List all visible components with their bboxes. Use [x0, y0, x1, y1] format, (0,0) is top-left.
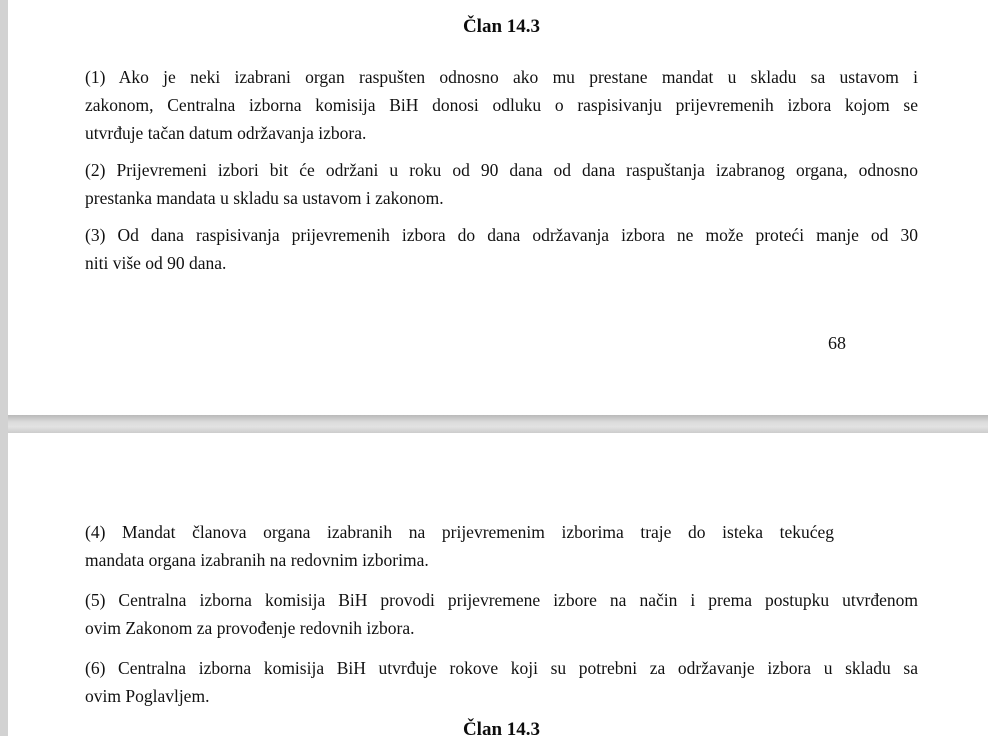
- pdf-page-2: [8, 433, 988, 736]
- paragraph: [85, 518, 834, 574]
- paragraph: [85, 63, 918, 147]
- text-line: utvrđuje tačan datum održavanja izbora.: [85, 123, 367, 143]
- text-line: ovim Zakonom za provođenje redovnih izbora.: [85, 618, 415, 638]
- article-heading: Član 14.3: [462, 16, 541, 37]
- text-line: prestanka mandata u skladu sa ustavom i zakonom.: [85, 188, 444, 208]
- text-line: (6) Centralna izborna komisija BiH utvrđuje rokove koji su potrebni za održavanje izbora u skladu sa: [85, 658, 918, 678]
- text-line: niti više od 90 dana.: [85, 253, 227, 273]
- page-gap: [8, 415, 988, 433]
- text-line: (2) Prijevremeni izbori bit će održani u roku od 90 dana od dana raspuštanja izabranog organa, odnosno: [85, 160, 918, 180]
- paragraph: [85, 586, 918, 642]
- text-line: mandata organa izabranih na redovnim izborima.: [85, 550, 429, 570]
- text-line: zakonom, Centralna izborna komisija BiH donosi odluku o raspisivanju prijevremenih izbora kojom se: [85, 95, 918, 115]
- text-line: (1) Ako je neki izabrani organ raspušten odnosno ako mu prestane mandat u skladu sa ustavom i: [85, 67, 918, 87]
- paragraph: [85, 654, 918, 710]
- text-line: ovim Poglavljem.: [85, 686, 210, 706]
- page2-paragraphs: [85, 518, 918, 710]
- page-number: 68: [828, 333, 846, 353]
- page1-paragraphs: [85, 63, 918, 277]
- paragraph: [85, 221, 918, 277]
- text-line: (4) Mandat članova organa izabranih na prijevremenim izborima traje do isteka tekućeg: [85, 522, 834, 542]
- text-line: (3) Od dana raspisivanja prijevremenih izbora do dana održavanja izbora ne može proteći manje od 30: [85, 225, 918, 245]
- text-line: (5) Centralna izborna komisija BiH provodi prijevremene izbore na način i prema postupku utvrđenom: [85, 590, 918, 610]
- next-article-heading-partial: Član 14.3: [462, 719, 541, 736]
- paragraph: [85, 156, 918, 212]
- pdf-page-1: [8, 0, 988, 415]
